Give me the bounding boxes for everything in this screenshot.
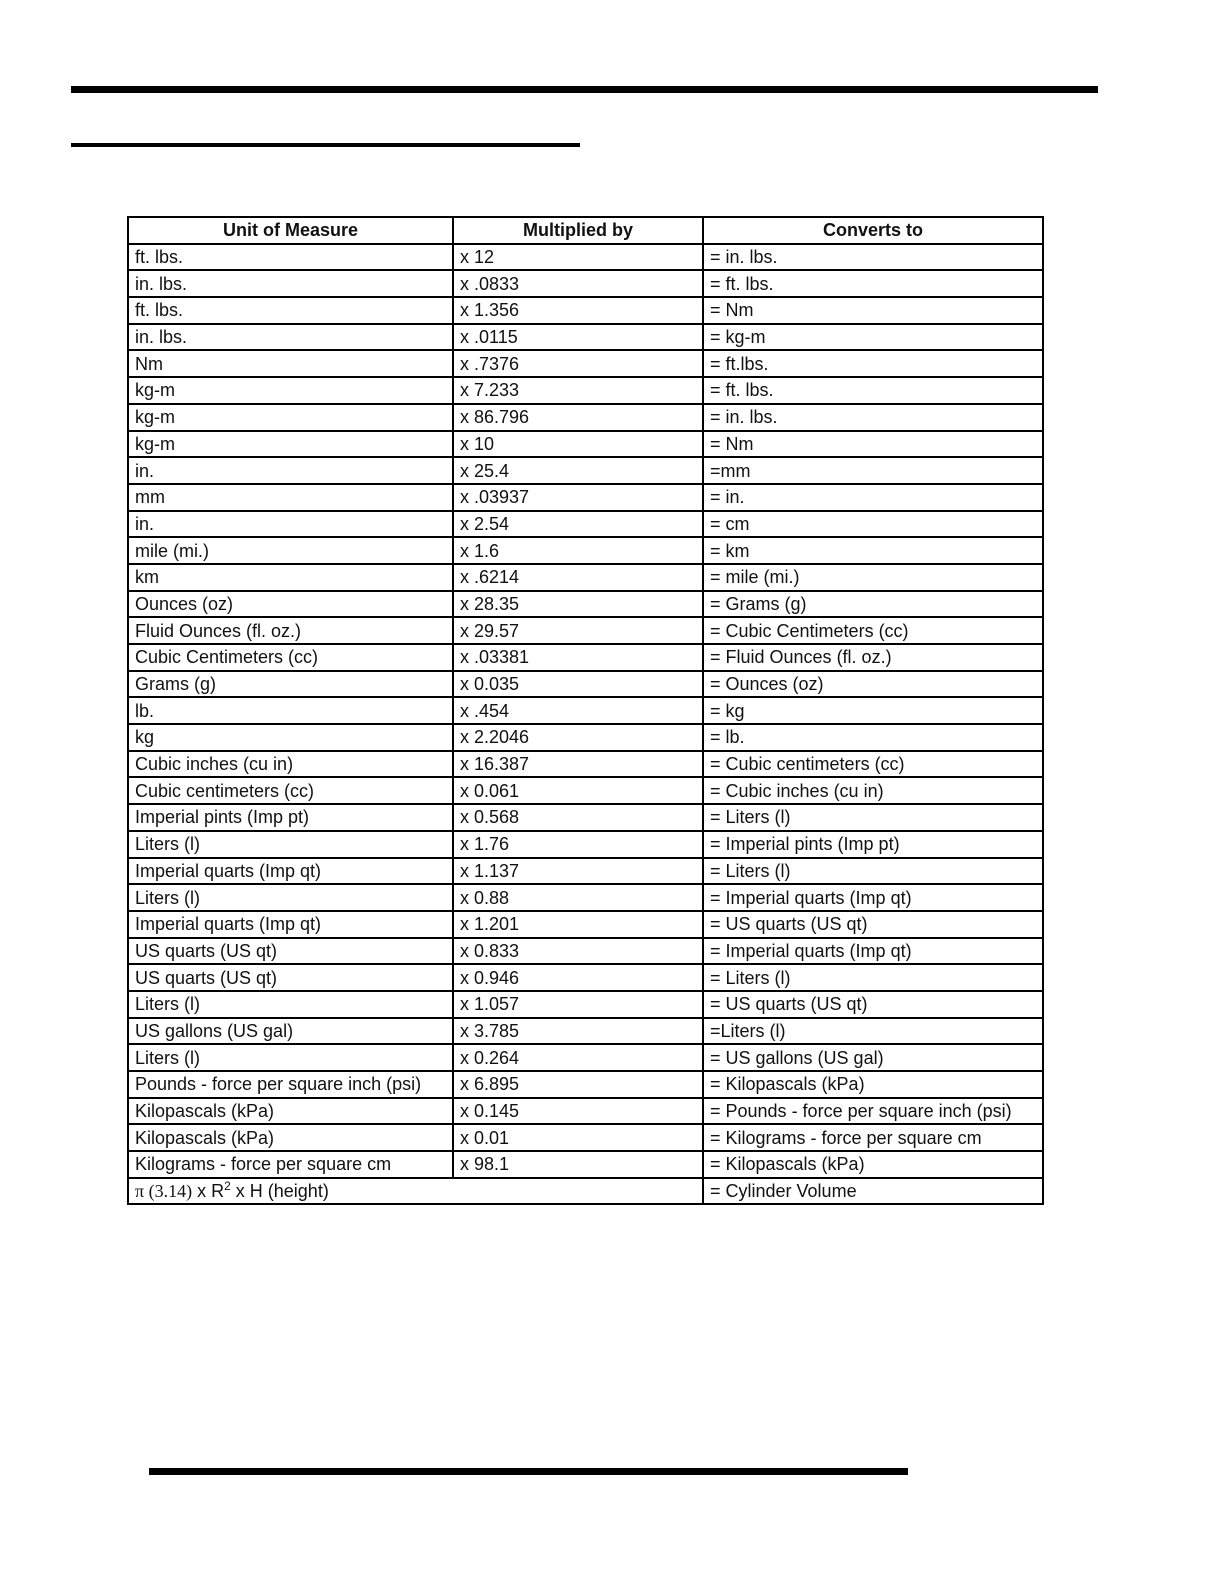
cell-converts-to: =mm <box>703 457 1043 484</box>
cell-multiplier: x 7.233 <box>453 377 703 404</box>
cell-converts-to: = in. lbs. <box>703 404 1043 431</box>
cell-converts-to: = Liters (l) <box>703 858 1043 885</box>
cell-unit: lb. <box>128 697 453 724</box>
cell-unit: Fluid Ounces (fl. oz.) <box>128 617 453 644</box>
table-row <box>128 1071 1043 1098</box>
table-row <box>128 617 1043 644</box>
cell-converts-to: = Liters (l) <box>703 964 1043 991</box>
cell-multiplier: x 0.264 <box>453 1044 703 1071</box>
cell-multiplier: x .454 <box>453 697 703 724</box>
table-row <box>128 911 1043 938</box>
formula-rest: x H (height) <box>230 1181 329 1202</box>
cell-converts-to: = Nm <box>703 297 1043 324</box>
cell-unit: in. lbs. <box>128 270 453 297</box>
table-row <box>128 964 1043 991</box>
cell-unit: Imperial quarts (Imp qt) <box>128 858 453 885</box>
cell-multiplier: x 1.057 <box>453 991 703 1018</box>
cell-unit: Pounds - force per square inch (psi) <box>128 1071 453 1098</box>
cell-multiplier: x 3.785 <box>453 1018 703 1045</box>
table-row <box>128 724 1043 751</box>
cell-multiplier: x 28.35 <box>453 591 703 618</box>
table-row <box>128 537 1043 564</box>
cell-unit: Kilograms - force per square cm <box>128 1151 453 1178</box>
column-header-converts-to: Converts to <box>703 217 1043 244</box>
cell-converts-to: = kg-m <box>703 324 1043 351</box>
cell-unit: Liters (l) <box>128 884 453 911</box>
cell-unit: kg-m <box>128 404 453 431</box>
cell-converts-to: = mile (mi.) <box>703 564 1043 591</box>
table-row <box>128 404 1043 431</box>
cell-unit: km <box>128 564 453 591</box>
cell-multiplier: x 12 <box>453 244 703 271</box>
cell-converts-to: = Ounces (oz) <box>703 671 1043 698</box>
cell-converts-to: = ft. lbs. <box>703 270 1043 297</box>
cell-multiplier: x 1.76 <box>453 831 703 858</box>
cell-converts-to: = Liters (l) <box>703 804 1043 831</box>
cell-multiplier: x 98.1 <box>453 1151 703 1178</box>
cell-converts-to: = cm <box>703 511 1043 538</box>
cell-converts-to: = ft. lbs. <box>703 377 1043 404</box>
cell-converts-to: = US quarts (US qt) <box>703 991 1043 1018</box>
cell-unit: Imperial quarts (Imp qt) <box>128 911 453 938</box>
table-row <box>128 350 1043 377</box>
cell-multiplier: x 0.145 <box>453 1098 703 1125</box>
cell-converts-to: = lb. <box>703 724 1043 751</box>
cell-unit: Kilopascals (kPa) <box>128 1124 453 1151</box>
cell-unit: Grams (g) <box>128 671 453 698</box>
cell-converts-to: = kg <box>703 697 1043 724</box>
cell-multiplier: x 29.57 <box>453 617 703 644</box>
column-header-unit: Unit of Measure <box>128 217 453 244</box>
cell-unit: in. lbs. <box>128 324 453 351</box>
cell-multiplier: x 0.833 <box>453 938 703 965</box>
cell-unit: Imperial pints (Imp pt) <box>128 804 453 831</box>
cell-unit: Liters (l) <box>128 991 453 1018</box>
formula-pi: π (3.14) <box>135 1181 193 1202</box>
table-row <box>128 377 1043 404</box>
cell-converts-to: = US quarts (US qt) <box>703 911 1043 938</box>
table-row <box>128 564 1043 591</box>
cell-multiplier: x 0.01 <box>453 1124 703 1151</box>
cell-converts-to: = Kilograms - force per square cm <box>703 1124 1043 1151</box>
table-row <box>128 1044 1043 1071</box>
cell-converts-to: = Kilopascals (kPa) <box>703 1151 1043 1178</box>
table-row <box>128 831 1043 858</box>
cell-converts-to: = Nm <box>703 431 1043 458</box>
cell-unit: in. <box>128 457 453 484</box>
cell-converts-to: = Pounds - force per square inch (psi) <box>703 1098 1043 1125</box>
table-row <box>128 1151 1043 1178</box>
cell-multiplier: x 1.356 <box>453 297 703 324</box>
cell-converts-to: = Cubic inches (cu in) <box>703 777 1043 804</box>
table-header-row <box>128 217 1043 244</box>
cell-multiplier: x 6.895 <box>453 1071 703 1098</box>
table-row <box>128 457 1043 484</box>
cell-unit: US quarts (US qt) <box>128 938 453 965</box>
cell-unit: in. <box>128 511 453 538</box>
cell-converts-to: = ft.lbs. <box>703 350 1043 377</box>
cell-multiplier: x .03381 <box>453 644 703 671</box>
header-subrule <box>71 143 580 147</box>
cell-multiplier: x 1.137 <box>453 858 703 885</box>
cell-multiplier: x 1.6 <box>453 537 703 564</box>
table-row <box>128 484 1043 511</box>
cell-multiplier: x 0.061 <box>453 777 703 804</box>
cell-converts-to: = Imperial quarts (Imp qt) <box>703 938 1043 965</box>
table-row <box>128 324 1043 351</box>
cell-unit: mile (mi.) <box>128 537 453 564</box>
table-row <box>128 644 1043 671</box>
cell-multiplier: x 2.2046 <box>453 724 703 751</box>
column-header-multiplier: Multiplied by <box>453 217 703 244</box>
cell-converts-to: = Fluid Ounces (fl. oz.) <box>703 644 1043 671</box>
cell-unit: Liters (l) <box>128 831 453 858</box>
cell-converts-to: = Cubic centimeters (cc) <box>703 751 1043 778</box>
formula-cell <box>128 1178 703 1205</box>
cell-unit: US gallons (US gal) <box>128 1018 453 1045</box>
cell-unit: Ounces (oz) <box>128 591 453 618</box>
table-row <box>128 884 1043 911</box>
table-row <box>128 431 1043 458</box>
footer-rule <box>149 1468 908 1475</box>
cell-multiplier: x 16.387 <box>453 751 703 778</box>
cell-unit: US quarts (US qt) <box>128 964 453 991</box>
conversion-table <box>127 216 1044 1205</box>
cell-unit: Cubic Centimeters (cc) <box>128 644 453 671</box>
cell-multiplier: x 0.88 <box>453 884 703 911</box>
formula-exponent: 2 <box>224 1179 231 1194</box>
cell-unit: Cubic centimeters (cc) <box>128 777 453 804</box>
cell-converts-to: = in. lbs. <box>703 244 1043 271</box>
table-row <box>128 938 1043 965</box>
cell-converts-to: = US gallons (US gal) <box>703 1044 1043 1071</box>
cell-multiplier: x .6214 <box>453 564 703 591</box>
table-row <box>128 751 1043 778</box>
table-body <box>128 244 1043 1178</box>
cell-unit: kg-m <box>128 377 453 404</box>
cell-converts-to: = Imperial quarts (Imp qt) <box>703 884 1043 911</box>
formula-row <box>128 1178 1043 1205</box>
cell-multiplier: x 10 <box>453 431 703 458</box>
cell-multiplier: x .0833 <box>453 270 703 297</box>
cell-unit: Cubic inches (cu in) <box>128 751 453 778</box>
cell-multiplier: x 0.035 <box>453 671 703 698</box>
table-row <box>128 1098 1043 1125</box>
cell-multiplier: x .0115 <box>453 324 703 351</box>
table-row <box>128 671 1043 698</box>
table-row <box>128 1124 1043 1151</box>
cell-multiplier: x 0.568 <box>453 804 703 831</box>
table-row <box>128 1018 1043 1045</box>
table-row <box>128 697 1043 724</box>
table-row <box>128 591 1043 618</box>
cell-unit: mm <box>128 484 453 511</box>
table-row <box>128 991 1043 1018</box>
cell-multiplier: x 25.4 <box>453 457 703 484</box>
cell-multiplier: x 2.54 <box>453 511 703 538</box>
table-row <box>128 804 1043 831</box>
cell-converts-to: = in. <box>703 484 1043 511</box>
table-row <box>128 270 1043 297</box>
cell-converts-to: = Grams (g) <box>703 591 1043 618</box>
cell-unit: Kilopascals (kPa) <box>128 1098 453 1125</box>
table-row <box>128 297 1043 324</box>
cell-unit: ft. lbs. <box>128 297 453 324</box>
cell-converts-to: = Kilopascals (kPa) <box>703 1071 1043 1098</box>
cell-multiplier: x .7376 <box>453 350 703 377</box>
formula-result: = Cylinder Volume <box>703 1178 1043 1205</box>
cell-multiplier: x 0.946 <box>453 964 703 991</box>
table-row <box>128 777 1043 804</box>
cell-unit: kg <box>128 724 453 751</box>
cell-unit: Nm <box>128 350 453 377</box>
cell-multiplier: x 86.796 <box>453 404 703 431</box>
cell-converts-to: = km <box>703 537 1043 564</box>
cell-unit: Liters (l) <box>128 1044 453 1071</box>
cell-multiplier: x 1.201 <box>453 911 703 938</box>
header-rule <box>71 86 1098 93</box>
table-row <box>128 244 1043 271</box>
cell-unit: kg-m <box>128 431 453 458</box>
cell-converts-to: = Imperial pints (Imp pt) <box>703 831 1043 858</box>
cell-unit: ft. lbs. <box>128 244 453 271</box>
formula-times-r: x R <box>192 1181 225 1202</box>
cell-converts-to: =Liters (l) <box>703 1018 1043 1045</box>
table-row <box>128 858 1043 885</box>
cell-converts-to: = Cubic Centimeters (cc) <box>703 617 1043 644</box>
table-row <box>128 511 1043 538</box>
cell-multiplier: x .03937 <box>453 484 703 511</box>
